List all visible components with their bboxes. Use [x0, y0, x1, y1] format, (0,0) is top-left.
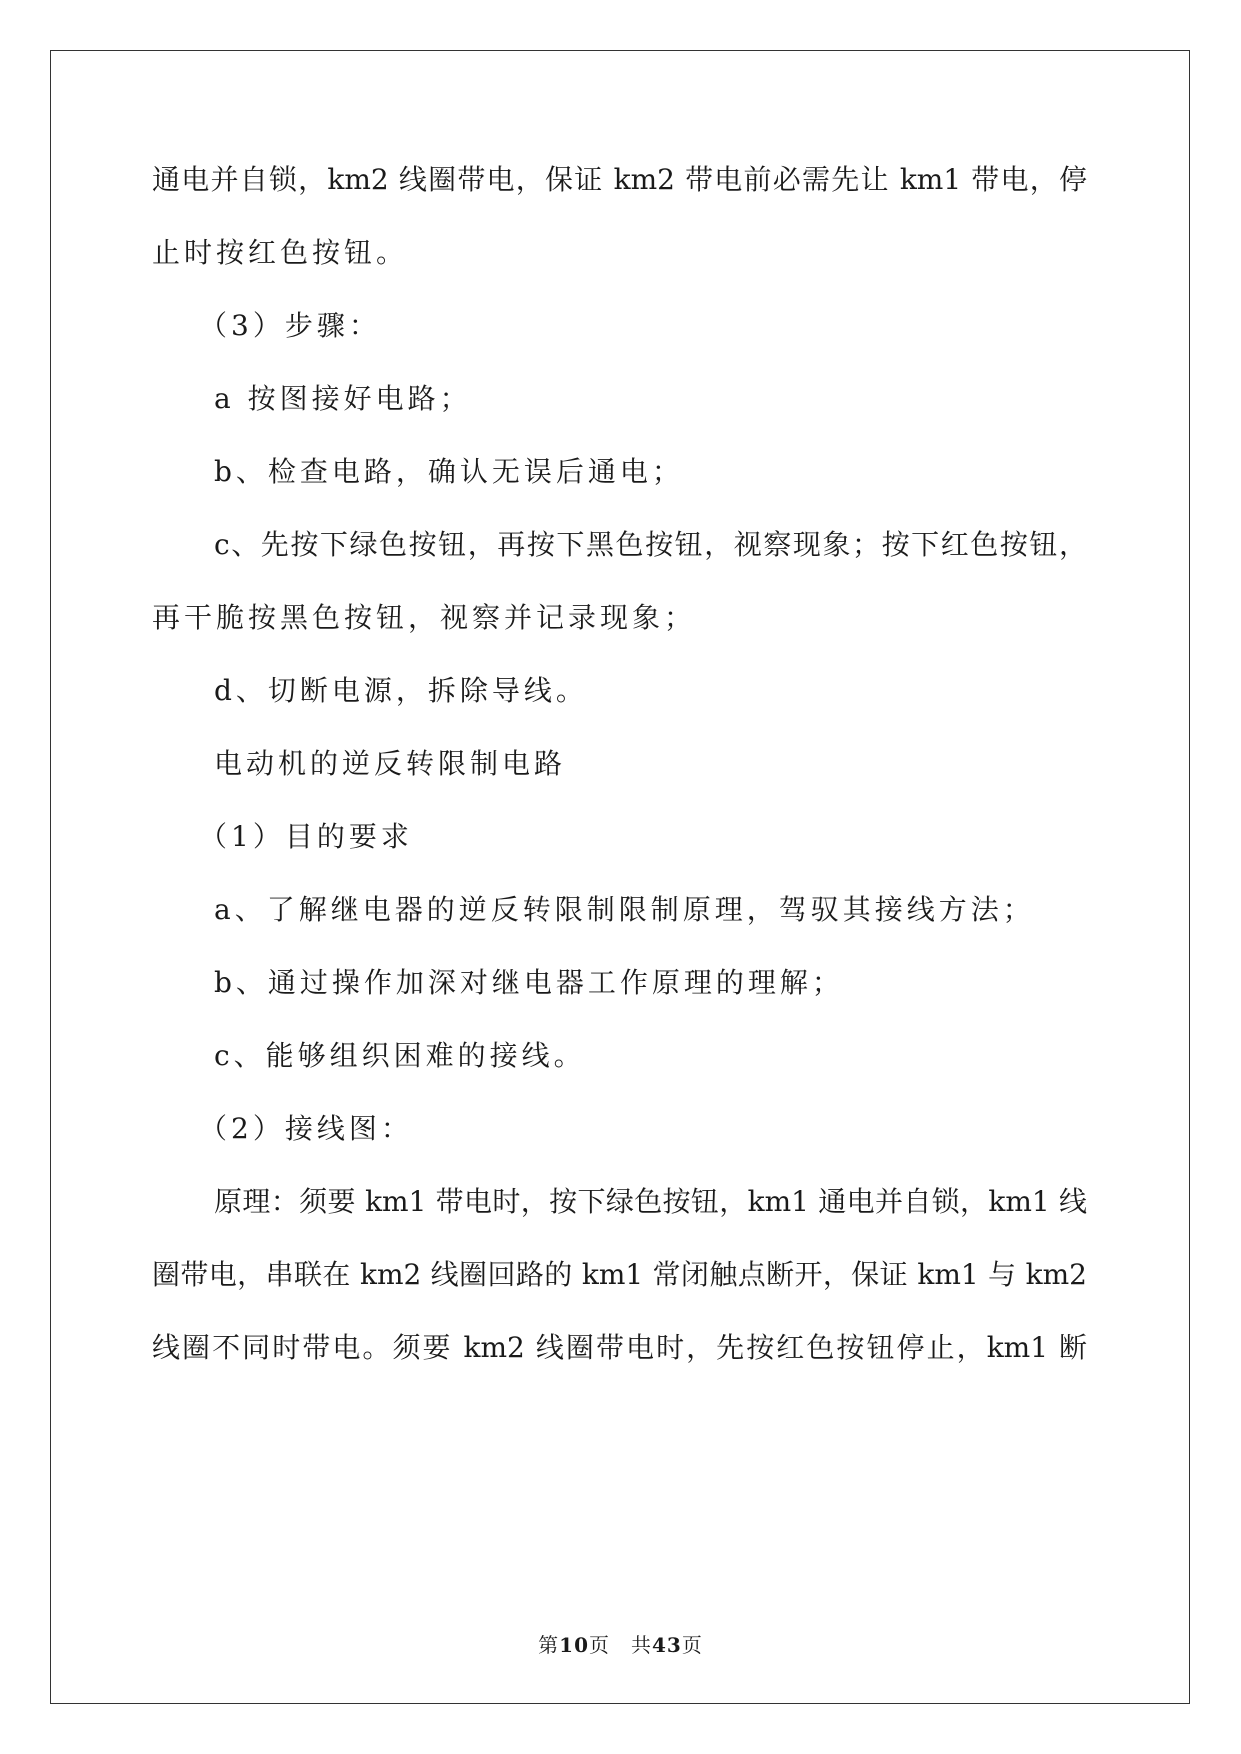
paragraph-line: 通电并自锁，km2 线圈带电，保证 km2 带电前必需先让 km1 带电，停 [152, 163, 1087, 196]
section-heading: （3）步骤： [199, 309, 381, 342]
list-item: d、切断电源，拆除导线。 [214, 674, 588, 707]
current-page-number: 10 [559, 1633, 589, 1657]
list-item: a、了解继电器的逆反转限制限制原理，驾驭其接线方法； [214, 893, 1035, 926]
page-footer [0, 1631, 1241, 1659]
list-item: b、检查电路，确认无误后通电； [214, 455, 684, 488]
paragraph-line: 线圈不同时带电。须要 km2 线圈带电时，先按红色按钮停止，km1 断 [152, 1331, 1087, 1364]
section-heading: （1）目的要求 [199, 820, 413, 853]
paragraph-line: 原理：须要 km1 带电时，按下绿色按钮，km1 通电并自锁，km1 线 [214, 1185, 1087, 1218]
total-pages-number: 43 [652, 1633, 682, 1657]
footer-suffix: 页 [681, 1633, 703, 1657]
list-item: b、通过操作加深对继电器工作原理的理解； [214, 966, 844, 999]
paragraph-line: 止时按红色按钮。 [152, 236, 409, 269]
list-item: c、先按下绿色按钮，再按下黑色按钮，视察现象；按下红色按钮， [214, 528, 1087, 561]
paragraph-line: 再干脆按黑色按钮，视察并记录现象； [152, 601, 697, 634]
list-item: c、能够组织困难的接线。 [214, 1039, 586, 1072]
section-title: 电动机的逆反转限制电路 [214, 747, 567, 780]
page-border [50, 50, 1190, 1704]
paragraph-line: 圈带电，串联在 km2 线圈回路的 km1 常闭触点断开，保证 km1 与 km2 [152, 1258, 1087, 1291]
footer-prefix: 第 [538, 1633, 560, 1657]
list-item: a 按图接好电路； [214, 382, 472, 415]
footer-mid: 页 共 [589, 1633, 652, 1657]
section-heading: （2）接线图： [199, 1112, 413, 1145]
